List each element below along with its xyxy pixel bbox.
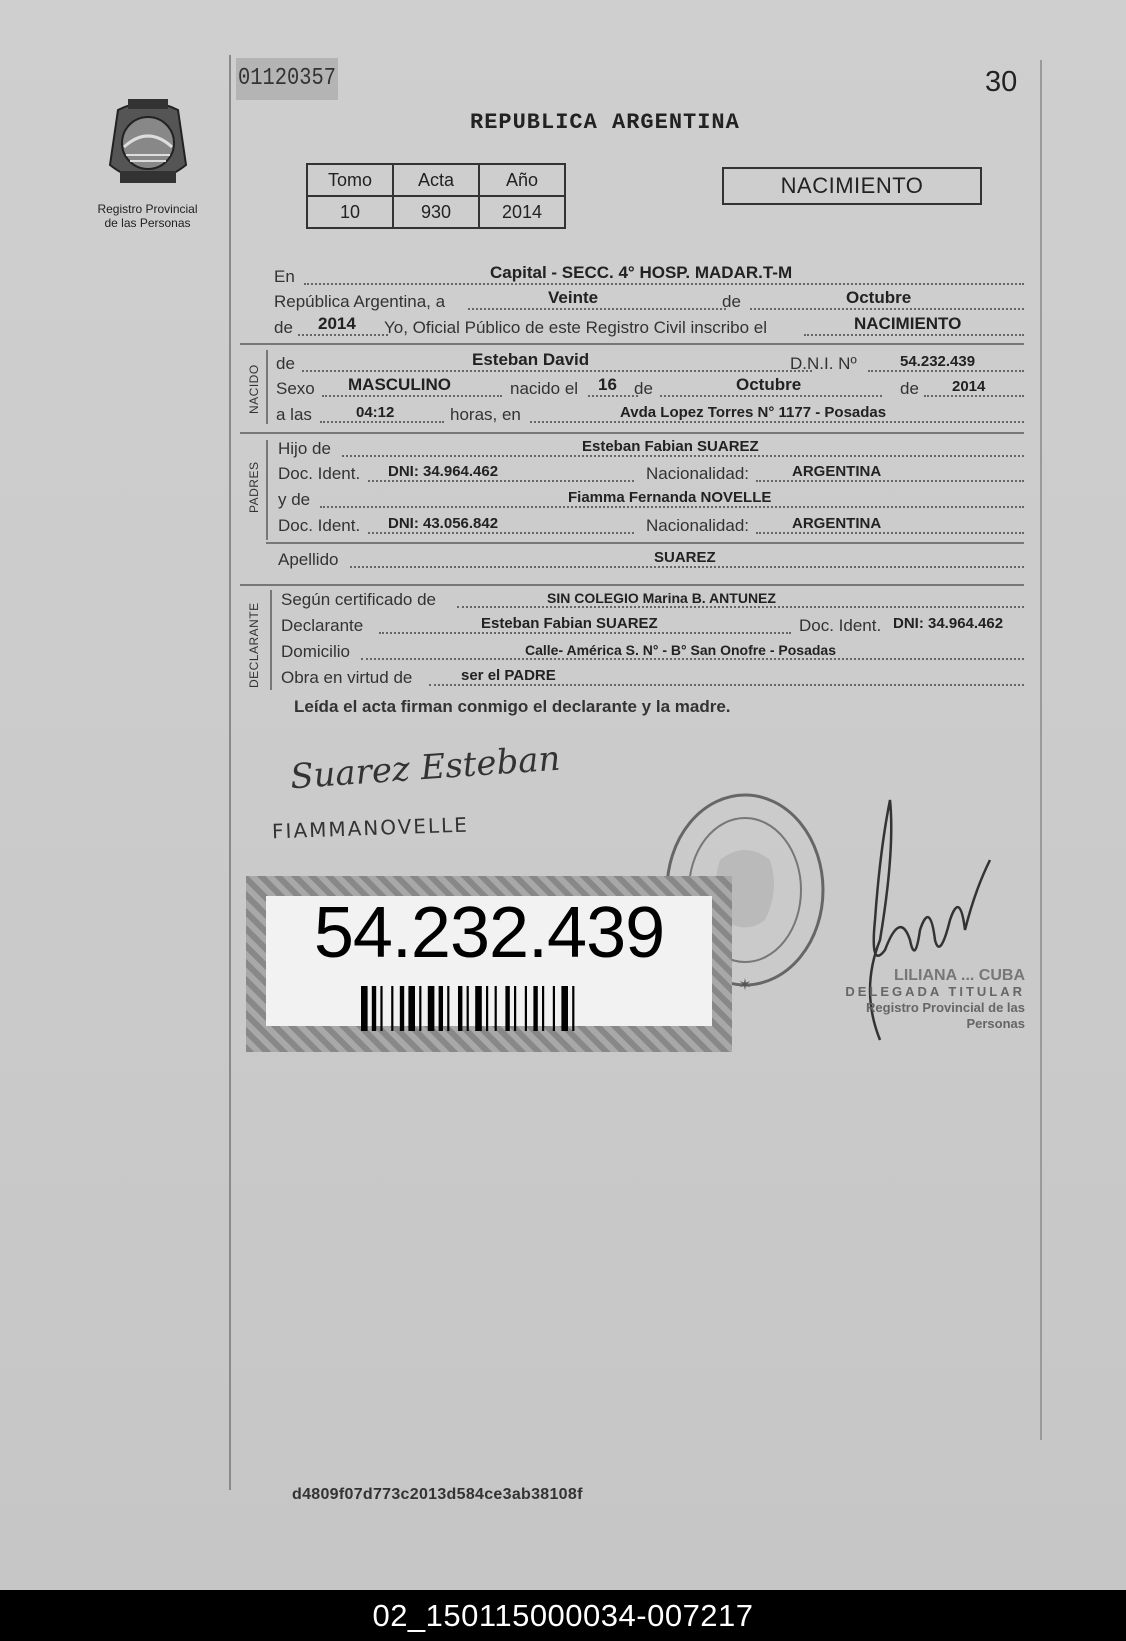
registry-name: Registro Provincial de las Personas <box>97 202 198 230</box>
value-dni: 54.232.439 <box>900 353 976 370</box>
row-lugar <box>274 265 1024 289</box>
register-value-anio: 2014 <box>479 196 565 228</box>
value-padre-nac: ARGENTINA <box>792 463 882 480</box>
row-sexo: Sexo MASCULINO nacido el 16 de Octubre de 2014 <box>276 377 1024 401</box>
value-declarante-doc: DNI: 34.964.462 <box>893 615 1004 632</box>
value-nac-mes: Octubre <box>736 375 802 394</box>
row-fecha: República Argentina, a Veinte de Octubre <box>274 290 1024 314</box>
dni-sticker-number: 54.232.439 <box>313 893 665 973</box>
row-domicilio: Domicilio Calle- América S. N° - B° San Onofre - Posadas <box>281 640 1024 664</box>
row-nombre: de Esteban David D.N.I. Nº 54.232.439 <box>276 352 1024 376</box>
value-acto: NACIMIENTO <box>854 314 962 333</box>
signature-madre: FIAMMANOVELLE <box>271 812 470 844</box>
register-value-acta: 930 <box>393 196 479 228</box>
row-hora: a las 04:12 horas, en Avda Lopez Torres N° 1177 - Posadas <box>276 403 1024 427</box>
value-nac-anio: 2014 <box>952 378 986 395</box>
section-nacido: NACIDO <box>247 364 261 414</box>
signature-declarante: Suarez Esteban <box>288 738 562 798</box>
value-nombre: Esteban David <box>472 350 590 369</box>
register-value-tomo: 10 <box>307 196 393 228</box>
value-hora: 04:12 <box>356 404 395 421</box>
value-madre-nac: ARGENTINA <box>792 515 882 532</box>
act-type-box: NACIMIENTO <box>722 167 982 205</box>
register-table <box>306 163 566 229</box>
left-margin-line <box>229 55 231 1490</box>
closing-statement: Leída el acta firman conmigo el declarante y la madre. <box>294 697 731 716</box>
value-domicilio: Calle- América S. N° - B° San Onofre - Posadas <box>525 642 836 658</box>
registry-logo <box>90 95 205 235</box>
folio-number: 30 <box>985 66 1018 98</box>
country-title: REPUBLICA ARGENTINA <box>470 110 740 135</box>
value-apellido: SUAREZ <box>654 549 716 566</box>
row-declarante: Declarante Esteban Fabian SUAREZ Doc. Ident. DNI: 34.964.462 <box>281 615 1004 635</box>
row-apellido: Apellido SUAREZ <box>278 548 1024 572</box>
value-anio: 2014 <box>318 314 356 333</box>
value-madre-doc: DNI: 43.056.842 <box>388 515 499 532</box>
value-nac-dia: 16 <box>598 375 617 394</box>
register-header-acta: Acta <box>393 164 479 196</box>
value-lugar-nac: Avda Lopez Torres N° 1177 - Posadas <box>620 404 887 421</box>
value-sexo: MASCULINO <box>348 375 451 394</box>
value-padre-doc: DNI: 34.964.462 <box>388 463 499 480</box>
value-madre: Fiamma Fernanda NOVELLE <box>568 489 772 506</box>
register-header-tomo: Tomo <box>307 164 393 196</box>
section-padres: PADRES <box>247 461 261 513</box>
svg-text:✶: ✶ <box>738 975 752 994</box>
document-hash: d4809f07d773c2013d584ce3ab38108f <box>292 1486 583 1503</box>
value-obra: ser el PADRE <box>461 667 556 684</box>
row-padre-doc: Doc. Ident. DNI: 34.964.462 Nacionalidad: ARGENTINA <box>278 462 1024 486</box>
register-header-anio: Año <box>479 164 565 196</box>
serial-number: 01120357 <box>236 58 338 100</box>
value-declarante: Esteban Fabian SUAREZ <box>481 615 658 632</box>
footer-id: 02_150115000034-007217 <box>0 1590 1126 1641</box>
row-obra: Obra en virtud de ser el PADRE <box>281 666 1024 690</box>
misiones-seal-icon <box>98 95 198 195</box>
row-madre-doc: Doc. Ident. DNI: 43.056.842 Nacionalidad: ARGENTINA <box>278 514 1024 538</box>
value-certificado: SIN COLEGIO Marina B. ANTUNEZ <box>547 590 776 606</box>
value-padre: Esteban Fabian SUAREZ <box>582 438 759 455</box>
official-stamp-text: LILIANA ... CUBA DELEGADA TITULAR Registro Provincial de las Personas <box>845 967 1025 1031</box>
row-inscribo: de 2014 Yo, Oficial Público de este Registro Civil inscribo el NACIMIENTO <box>274 316 1024 340</box>
value-mes: Octubre <box>846 288 912 307</box>
label-en: En <box>274 267 295 286</box>
value-lugar: Capital - SECC. 4° HOSP. MADAR.T-M <box>490 263 793 282</box>
row-certificado: Según certificado de SIN COLEGIO Marina B. ANTUNEZ <box>281 588 1024 612</box>
section-declarante: DECLARANTE <box>247 602 261 688</box>
row-madre: y de Fiamma Fernanda NOVELLE <box>278 488 1024 512</box>
barcode-icon <box>361 986 651 1031</box>
dni-sticker <box>246 876 732 1052</box>
row-padre: Hijo de Esteban Fabian SUAREZ <box>278 437 1024 461</box>
right-margin-line <box>1040 60 1042 1440</box>
value-dia: Veinte <box>548 288 599 307</box>
